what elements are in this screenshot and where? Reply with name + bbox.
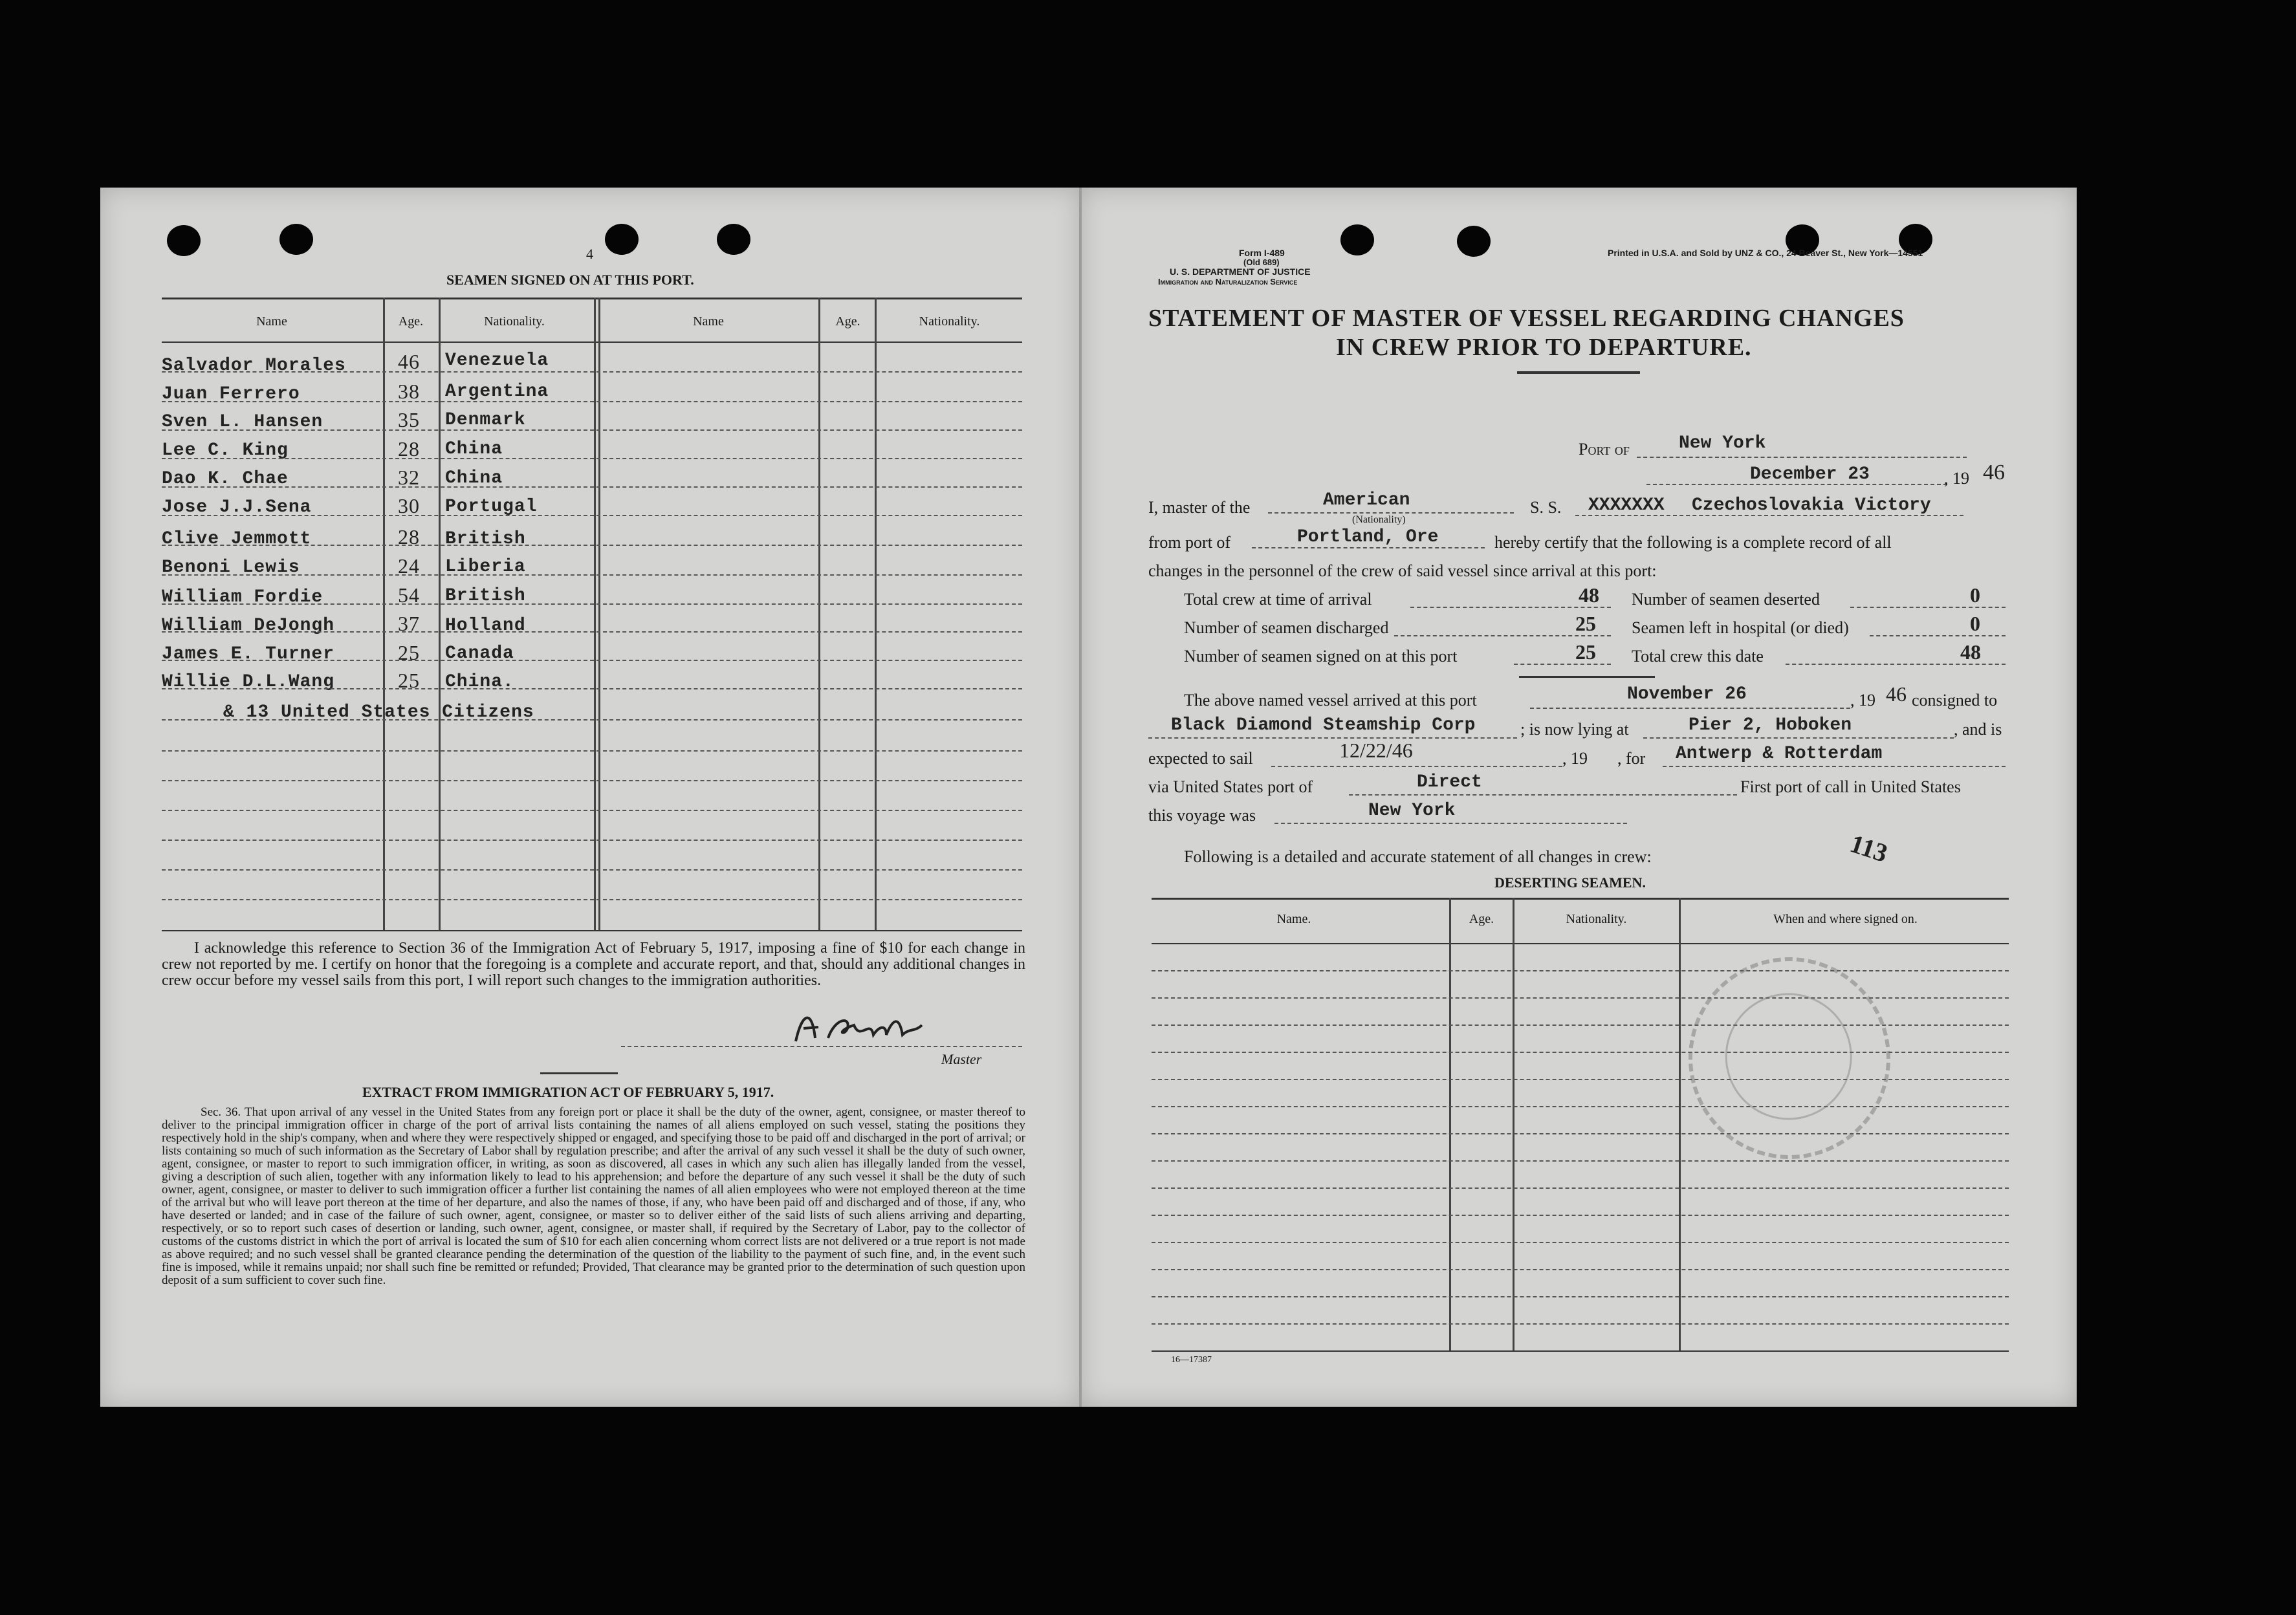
- crew-nationality: China: [445, 439, 503, 459]
- table-top-border: [162, 298, 1022, 299]
- first-port-line: [1274, 823, 1627, 824]
- extract-title: EXTRACT FROM IMMIGRATION ACT OF FEBRUARY 5, 1917.: [362, 1084, 774, 1100]
- desert-col-divider: [1679, 898, 1681, 1350]
- form-title-line2: IN CREW PRIOR TO DEPARTURE.: [1336, 334, 1752, 361]
- extract-text: Sec. 36. That upon arrival of any vessel in the United States from any foreign port or place it shall be the duty of the owner, agent, consignee, or master thereof to deliver to the principal immigration officer in charge of the port of arrival lists containing the names of all aliens employed on such vessel, stating the positions they respectively hold in the ship's company, when and where they were respectively shipped or engaged, and specifying those to be paid off and discharged in the port of arrival; or lists containing so much of such information as the Secretary of Labor shall by regulation prescribe; and after the arrival of any such vessel it shall be the duty of such owner, agent, consignee, or master to report to such immigration officer, in writing, as soon as discovered, all cases in which any such alien has illegally landed from the vessel, giving a description of such alien, together with any information likely to lead to his apprehension; and before the departure of any such vessel it shall be the duty of such owner, agent, consignee, or master to deliver to such immigration officer a further list containing the names of all alien employees who were not employed thereon at the time of the arrival but who will leave port thereon at the time of her departure, and also the names of those, if any, who have been paid off and discharged and of those, if any, who have deserted or landed; and in case of the failure of such owner, agent, consignee, or master so to deliver either of the said lists of such aliens arriving and departing, respectively, or so to report such cases of desertion or landing, such owner, agent, consignee, or master shall, if required by the Secretary of Labor, pay to the collector of customs of the customs district in which the port of arrival is located the sum of $10 for each alien concerning whom correct lists are not delivered or a true report is not made as above required; and no such vessel shall be granted clearance pending the determination of the question of the liability to the payment of such fine, and, in the event such fine is imposed, while it remains unpaid; nor shall such fine be remitted or refunded; Provided, That clearance may be granted prior to the determination of such question upon deposit of a sum sufficient to cover such fine.: [162, 1105, 1025, 1287]
- crew-age: 35: [398, 408, 420, 431]
- crew-age: 25: [398, 641, 420, 664]
- ruling-line: [162, 574, 1022, 576]
- col-age-1: Age.: [398, 314, 424, 329]
- date-value: December 23: [1750, 464, 1870, 484]
- crew-name: William DeJongh: [162, 616, 335, 636]
- ruling-line: [1152, 1242, 2009, 1243]
- via-label: via United States port of: [1148, 777, 1313, 796]
- crew-name: Dao K. Chae: [162, 469, 289, 489]
- consigned-label: consigned to: [1912, 691, 1998, 710]
- crew-name: Willie D.L.Wang: [162, 672, 335, 692]
- crew-name: Lee C. King: [162, 440, 289, 461]
- total-date-label: Total crew this date: [1632, 647, 1764, 666]
- arrived-line: [1530, 708, 1850, 709]
- col-nationality-1: Nationality.: [484, 314, 545, 329]
- ruling-line: [1152, 970, 2009, 971]
- col-divider: [875, 298, 877, 931]
- consignee-line: [1148, 737, 1517, 739]
- ruling-line: [162, 429, 1022, 431]
- nationality-value: American: [1323, 490, 1410, 510]
- ruling-line: [1152, 1269, 2009, 1270]
- ss-label: S. S.: [1530, 498, 1562, 517]
- changes-text: changes in the personnel of the crew of said vessel since arrival at this port:: [1148, 561, 1657, 580]
- year-value: 46: [1983, 461, 2005, 484]
- via-line: [1349, 794, 1737, 796]
- first-port-label: First port of call in United States: [1740, 777, 1961, 796]
- from-port-label: from port of: [1148, 533, 1231, 552]
- section-title: SEAMEN SIGNED ON AT THIS PORT.: [446, 272, 694, 288]
- crew-name: Clive Jemmott: [162, 529, 312, 549]
- crew-nationality: Argentina: [445, 382, 549, 402]
- from-port-line: [1252, 547, 1485, 548]
- nationality-caption: (Nationality): [1352, 514, 1406, 525]
- ruling-line: [162, 458, 1022, 459]
- discharged-label: Number of seamen discharged: [1184, 618, 1389, 637]
- ruling-line: [162, 780, 1022, 781]
- expected-line: [1271, 766, 1562, 767]
- crew-name: Jose J.J.Sena: [162, 497, 312, 517]
- discharged-line: [1394, 635, 1611, 636]
- ruling-line: [162, 660, 1022, 661]
- form-old: (Old 689): [1243, 257, 1280, 267]
- crew-name: Sven L. Hansen: [162, 412, 323, 432]
- ruling-line: [162, 899, 1022, 900]
- form-number: Form I-489: [1239, 248, 1285, 258]
- date-line: [1646, 484, 1947, 485]
- hospital-value: 0: [1970, 612, 1980, 635]
- crew-age: 46: [398, 350, 420, 373]
- punch-hole: [1457, 226, 1491, 257]
- crew-nationality: Liberia: [445, 557, 526, 577]
- crew-age: 28: [398, 525, 420, 548]
- crew-nationality: China.: [445, 672, 514, 692]
- from-port-value: Portland, Ore: [1297, 527, 1439, 547]
- port-label: Port of: [1579, 440, 1630, 459]
- crew-name: James E. Turner: [162, 644, 335, 664]
- destination-line: [1663, 766, 2006, 767]
- desert-table-bottom: [1152, 1350, 2009, 1352]
- ruling-line: [1152, 997, 2009, 999]
- desert-table-header-border: [1152, 943, 2009, 944]
- lying-line: [1643, 737, 1954, 739]
- punch-hole: [167, 225, 201, 256]
- deserting-title: DESERTING SEAMEN.: [1494, 874, 1646, 891]
- signature-line: [621, 1046, 1022, 1047]
- ruling-line: [162, 869, 1022, 871]
- crew-name: William Fordie: [162, 587, 323, 607]
- master-signature: [789, 1006, 945, 1051]
- table-header-border: [162, 341, 1022, 343]
- arrived-year: 46: [1886, 682, 1907, 706]
- discharged-value: 25: [1575, 612, 1596, 635]
- desert-col-when-where: When and where signed on.: [1773, 912, 1918, 926]
- deserted-value: 0: [1970, 583, 1980, 607]
- extra-crew-line: & 13 United States Citizens: [223, 702, 534, 722]
- signed-on-value: 25: [1575, 640, 1596, 664]
- port-value: New York: [1679, 433, 1766, 453]
- via-value: Direct: [1417, 772, 1482, 792]
- col-divider: [594, 298, 596, 931]
- punch-hole: [717, 224, 750, 255]
- arrived-value: November 26: [1627, 684, 1747, 704]
- punch-hole: [279, 224, 313, 255]
- acknowledgement-text: I acknowledge this reference to Section 36 of the Immigration Act of February 5, 1917, imposing a fine of $10 for each change in crew not reported by me. I certify on honor that the foregoing is a complete and accurate report, and that, should any additional changes in crew occur before my vessel sails from this port, I will report such changes to the immigration authorities.: [162, 940, 1025, 989]
- crew-age: 30: [398, 494, 420, 517]
- crew-age: 37: [398, 612, 420, 635]
- col-name-2: Name: [693, 314, 724, 329]
- deserted-label: Number of seamen deserted: [1632, 590, 1820, 609]
- crew-name: Salvador Morales: [162, 356, 346, 376]
- certify-text: hereby certify that the following is a complete record of all: [1494, 533, 1892, 552]
- ruling-line: [162, 515, 1022, 516]
- ruling-line: [162, 603, 1022, 605]
- printer-line: Printed in U.S.A. and Sold by UNZ & CO., 24 Beaver St., New York—14551: [1608, 248, 1923, 258]
- and-is: , and is: [1954, 720, 2002, 739]
- ruling-line: [162, 371, 1022, 373]
- hospital-line: [1870, 635, 2006, 636]
- desert-col-age: Age.: [1469, 912, 1494, 926]
- col-divider: [598, 298, 600, 931]
- handwritten-number: 113: [1846, 829, 1892, 868]
- first-port-value: New York: [1368, 801, 1456, 821]
- lying-value: Pier 2, Hoboken: [1689, 715, 1852, 735]
- page-fold: [1079, 188, 1082, 1407]
- vessel-strike: XXXXXXX: [1588, 495, 1665, 515]
- crew-nationality: Denmark: [445, 410, 526, 430]
- ruling-line: [162, 750, 1022, 752]
- total-crew-label: Total crew at time of arrival: [1184, 590, 1372, 609]
- punch-hole: [605, 224, 639, 255]
- desert-col-divider: [1449, 898, 1451, 1350]
- extract-divider: [540, 1072, 618, 1074]
- ruling-line: [162, 688, 1022, 689]
- ruling-line: [162, 810, 1022, 811]
- col-divider: [383, 298, 385, 931]
- vessel-line: [1575, 515, 1963, 516]
- total-date-line: [1786, 664, 2006, 665]
- destination-value: Antwerp & Rotterdam: [1676, 744, 1883, 764]
- page-number: 4: [586, 246, 593, 262]
- crew-age: 25: [398, 669, 420, 692]
- col-divider: [818, 298, 820, 931]
- desert-col-name: Name.: [1276, 912, 1311, 926]
- ruling-line: [1152, 1187, 2009, 1189]
- ruling-line: [1152, 1133, 2009, 1134]
- deserted-line: [1850, 607, 2006, 608]
- desert-col-nationality: Nationality.: [1566, 912, 1627, 926]
- crew-age: 28: [398, 437, 420, 461]
- total-crew-line: [1410, 607, 1611, 608]
- expected-value: 12/22/46: [1339, 739, 1413, 762]
- master-of-the: I, master of the: [1148, 498, 1251, 517]
- punch-hole: [1340, 224, 1374, 255]
- ruling-line: [1152, 1160, 2009, 1162]
- desert-col-divider: [1513, 898, 1514, 1350]
- title-underline: [1517, 371, 1640, 374]
- ruling-line: [162, 719, 1022, 721]
- year-prefix: , 19: [1944, 469, 1969, 488]
- table-bottom-border: [162, 930, 1022, 931]
- desert-table-top: [1152, 898, 2009, 900]
- crew-nationality: Portugal: [445, 497, 538, 517]
- crew-nationality: British: [445, 529, 526, 549]
- footer-code: 16—17387: [1171, 1355, 1212, 1365]
- ruling-line: [1152, 1215, 2009, 1216]
- crew-nationality: China: [445, 468, 503, 488]
- vessel-value: Czechoslovakia Victory: [1692, 495, 1931, 515]
- form-title-line1: STATEMENT OF MASTER OF VESSEL REGARDING CHANGES: [1148, 305, 1905, 332]
- col-age-2: Age.: [835, 314, 860, 329]
- service: Immigration and Naturalization Service: [1158, 277, 1298, 287]
- lying-label: ; is now lying at: [1520, 720, 1629, 739]
- ruling-line: [162, 840, 1022, 841]
- arrived-label: The above named vessel arrived at this port: [1184, 691, 1477, 710]
- crew-nationality: British: [445, 586, 526, 606]
- signed-on-label: Number of seamen signed on at this port: [1184, 647, 1458, 666]
- crew-nationality: Venezuela: [445, 351, 549, 371]
- crew-nationality: Holland: [445, 616, 526, 636]
- ruling-line: [162, 545, 1022, 546]
- ruling-line: [1152, 1323, 2009, 1325]
- total-crew-value: 48: [1579, 583, 1599, 607]
- crew-age: 54: [398, 583, 420, 607]
- crew-age: 32: [398, 466, 420, 489]
- consignee-value: Black Diamond Steamship Corp: [1171, 715, 1476, 735]
- total-date-value: 48: [1960, 640, 1981, 664]
- port-line: [1637, 457, 1967, 458]
- following-text: Following is a detailed and accurate statement of all changes in crew:: [1184, 847, 1652, 866]
- nationality-line: [1268, 512, 1514, 514]
- ruling-line: [1152, 1296, 2009, 1297]
- ruling-line: [162, 401, 1022, 402]
- right-page: [1080, 188, 2077, 1407]
- expected-year: , 19: [1562, 749, 1588, 768]
- crew-nationality: Canada: [445, 644, 514, 664]
- for-label: , for: [1617, 749, 1646, 768]
- this-voyage-label: this voyage was: [1148, 806, 1256, 825]
- hospital-label: Seamen left in hospital (or died): [1632, 618, 1849, 637]
- crew-name: Juan Ferrero: [162, 384, 300, 404]
- col-name-1: Name: [256, 314, 287, 329]
- ruling-line: [162, 631, 1022, 633]
- expected-label: expected to sail: [1148, 749, 1253, 768]
- arrived-year-prefix: , 19: [1850, 691, 1875, 710]
- crew-age: 38: [398, 380, 420, 403]
- col-nationality-2: Nationality.: [919, 314, 980, 329]
- crew-age: 24: [398, 554, 420, 578]
- department: U. S. DEPARTMENT OF JUSTICE: [1170, 266, 1311, 277]
- signed-on-line: [1514, 664, 1611, 665]
- ruling-line: [1152, 1106, 2009, 1107]
- master-label: Master: [941, 1051, 982, 1067]
- crew-name: Benoni Lewis: [162, 558, 300, 578]
- ruling-line: [162, 486, 1022, 488]
- col-divider: [439, 298, 441, 931]
- counts-divider: [1519, 676, 1655, 678]
